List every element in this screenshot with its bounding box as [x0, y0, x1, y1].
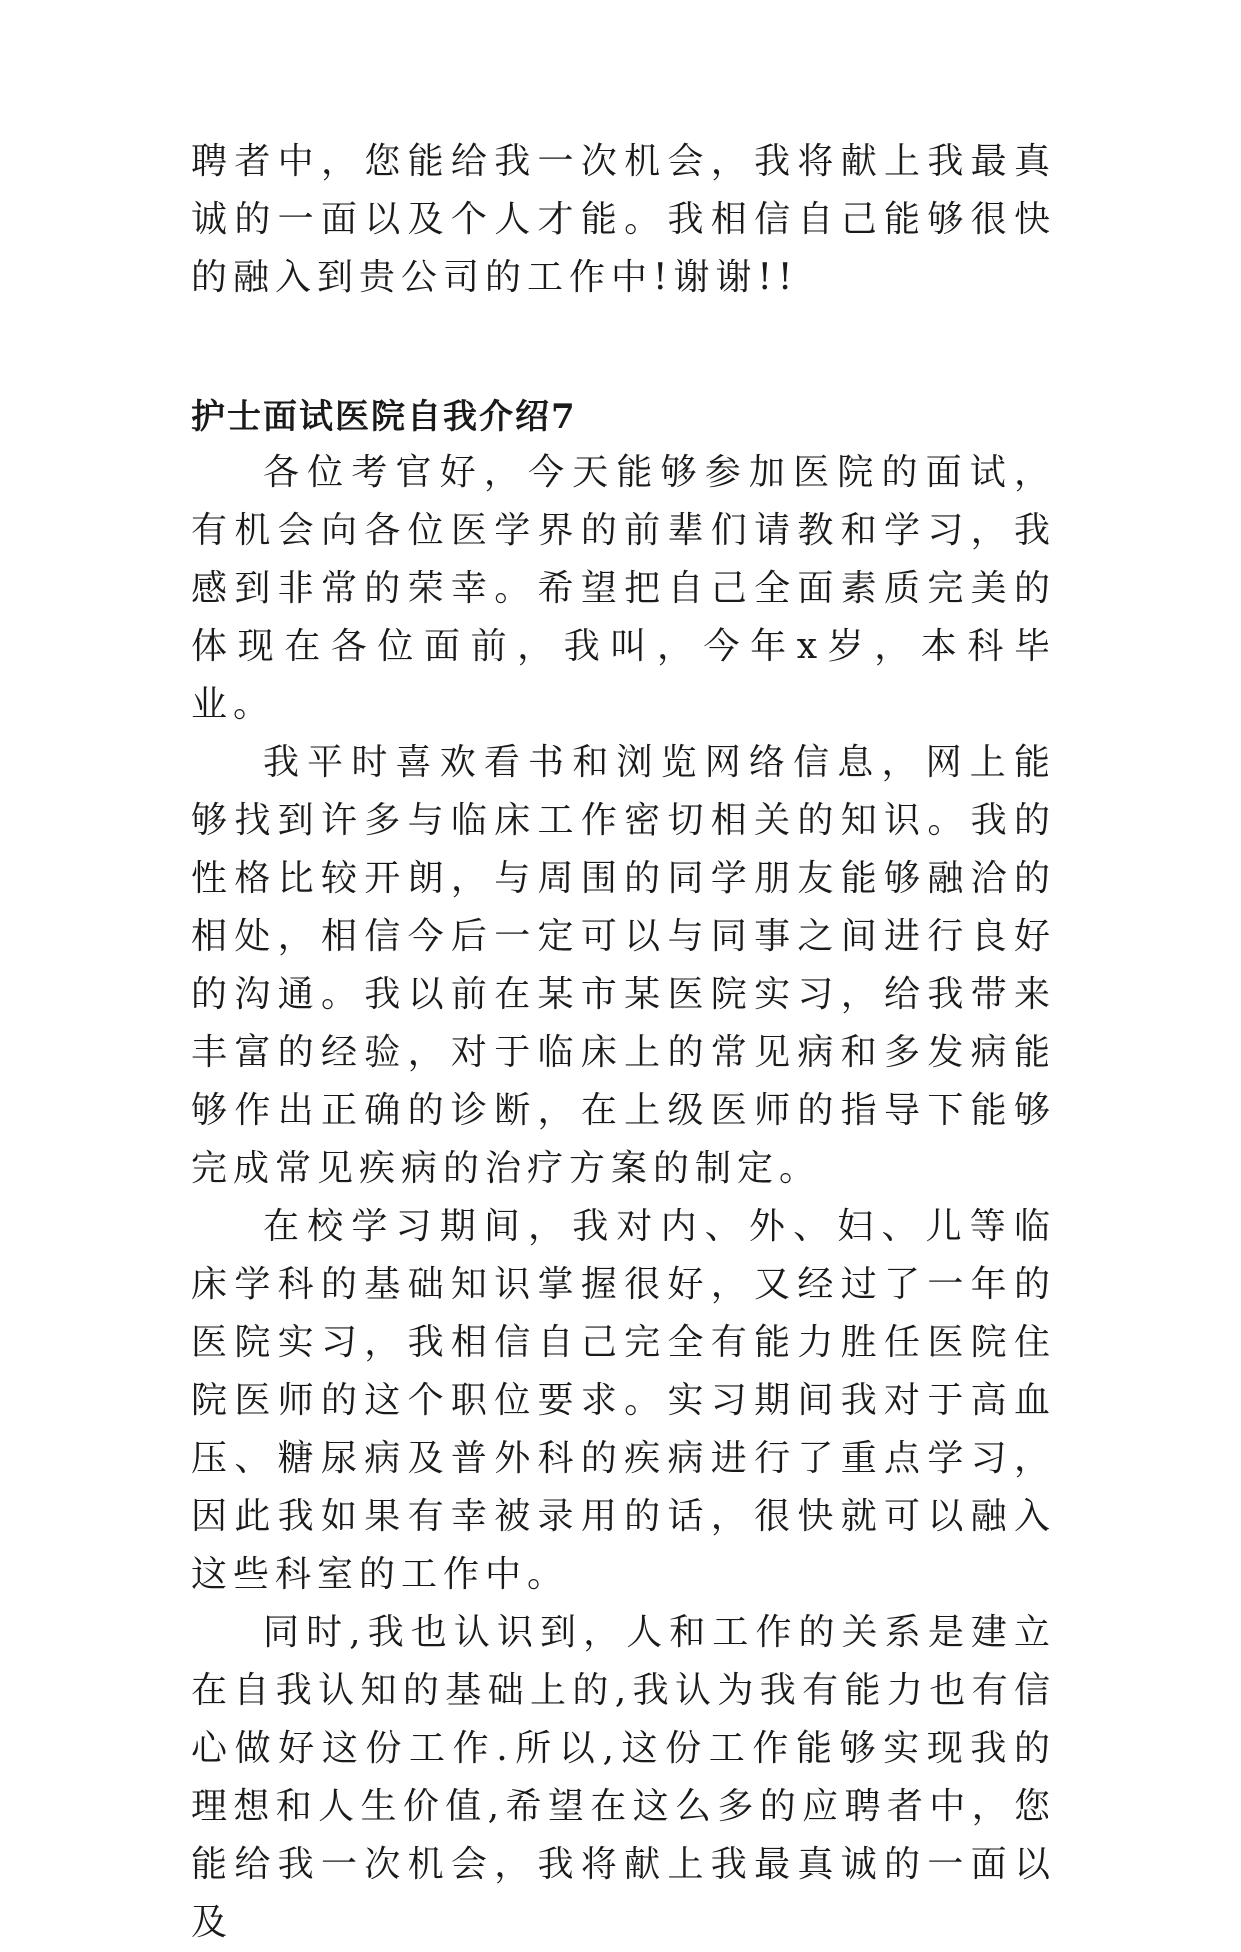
- continuation-paragraph: 聘者中，您能给我一次机会，我将献上我最真诚的一面以及个人才能。我相信自己能够很快的融入到贵公司的工作中!谢谢!!: [191, 141, 1056, 298]
- body-paragraph-4: 同时,我也认识到，人和工作的关系是建立在自我认知的基础上的,我认为我有能力也有信心做好这份工作.所以,这份工作能够实现我的理想和人生价值,希望在这么多的应聘者中，您能给我一次机会，我将献上我最真诚的一面以及: [191, 1612, 1056, 1943]
- section-title: 护士面试医院自我介绍7: [191, 397, 577, 437]
- body-paragraph-2: 我平时喜欢看书和浏览网络信息，网上能够找到许多与临床工作密切相关的知识。我的性格比较开朗，与周围的同学朋友能够融洽的相处，相信今后一定可以与同事之间进行良好的沟通。我以前在某市某医院实习，给我带来丰富的经验，对于临床上的常见病和多发病能够作出正确的诊断，在上级医师的指导下能够完成常见疾病的治疗方案的制定。: [191, 742, 1056, 1189]
- body-paragraph-3: 在校学习期间，我对内、外、妇、儿等临床学科的基础知识掌握很好，又经过了一年的医院实习，我相信自己完全有能力胜任医院住院医师的这个职位要求。实习期间我对于高血压、糖尿病及普外科的疾病进行了重点学习，因此我如果有幸被录用的话，很快就可以融入这些科室的工作中。: [191, 1206, 1056, 1595]
- body-block: [191, 444, 1056, 1952]
- body-paragraph-1: 各位考官好，今天能够参加医院的面试，有机会向各位医学界的前辈们请教和学习，我感到非常的荣幸。希望把自己全面素质完美的体现在各位面前，我叫，今年x岁，本科毕业。: [191, 452, 1056, 725]
- continuation-block: [191, 133, 1056, 307]
